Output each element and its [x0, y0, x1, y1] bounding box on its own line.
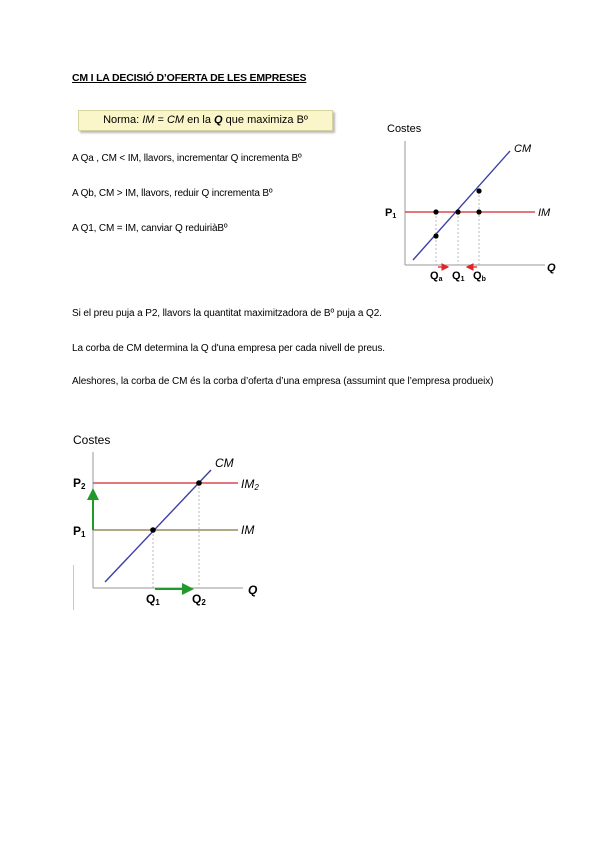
- rule-lhs: IM: [142, 114, 155, 126]
- text-line-qb: A Qb, CM > IM, llavors, reduir Q incrementa Bº: [72, 188, 273, 199]
- rule-rhs: CM: [166, 114, 185, 126]
- chart2-im2-label: IM2: [241, 477, 259, 492]
- rule-eq: =: [154, 114, 167, 126]
- chart2-im-label: IM: [241, 523, 255, 537]
- chart1-point-qa-im: [433, 209, 438, 214]
- chart1-tick-q1: Q1: [452, 270, 465, 283]
- rule-q: Q: [214, 114, 223, 126]
- rule-mid: en la: [184, 114, 215, 126]
- chart1-x-label: Q: [547, 262, 556, 274]
- chart1-cm-line: [413, 151, 510, 260]
- chart2-tick-q1: Q1: [146, 592, 160, 607]
- paragraph-supply-curve: Aleshores, la corba de CM és la corba d’oferta d’una empresa (assumint que l’empresa produeix): [72, 376, 494, 387]
- chart-marginal-decision: [380, 115, 570, 290]
- rule-prefix: Norma:: [103, 114, 143, 126]
- paragraph-cm-determines: La corba de CM determina la Q d'una empresa per cada nivell de preus.: [72, 343, 385, 354]
- chart2-cm-label: CM: [215, 456, 234, 470]
- rule-suffix: que maximiza Bº: [222, 114, 308, 126]
- chart1-y-label: Costes: [387, 123, 422, 135]
- chart2-tick-p2: P2: [73, 476, 86, 491]
- chart1-im-label: IM: [538, 207, 551, 219]
- chart2-tick-p1: P1: [73, 524, 86, 539]
- chart2-point-p2: [196, 480, 202, 486]
- chart1-cm-label: CM: [514, 143, 532, 155]
- text-line-qa: A Qa , CM < IM, llavors, incrementar Q incrementa Bº: [72, 153, 302, 164]
- document-title: CM I LA DECISIÓ D’OFERTA DE LES EMPRESES: [72, 72, 307, 84]
- chart1-tick-p1: P1: [385, 207, 397, 220]
- chart1-point-qb-cm: [476, 188, 481, 193]
- chart1-tick-qb: Qb: [473, 270, 486, 283]
- rule-box: [78, 110, 333, 131]
- chart1-point-qa-cm: [433, 233, 438, 238]
- chart1-tick-qa: Qa: [430, 270, 443, 283]
- chart2-cm-line: [105, 470, 211, 582]
- chart2-point-p1: [150, 527, 156, 533]
- text-line-q1: A Q1, CM = IM, canviar Q reduiriàBº: [72, 223, 228, 234]
- chart1-point-equilibrium: [455, 209, 460, 214]
- chart1-point-qb-im: [476, 209, 481, 214]
- chart2-y-label: Costes: [73, 433, 111, 447]
- chart2-tick-q2: Q2: [192, 592, 206, 607]
- chart-supply-curve: [68, 430, 268, 615]
- chart2-x-label: Q: [248, 583, 258, 597]
- paragraph-price-rise: Si el preu puja a P2, llavors la quantitat maximitzadora de Bº puja a Q2.: [72, 308, 382, 319]
